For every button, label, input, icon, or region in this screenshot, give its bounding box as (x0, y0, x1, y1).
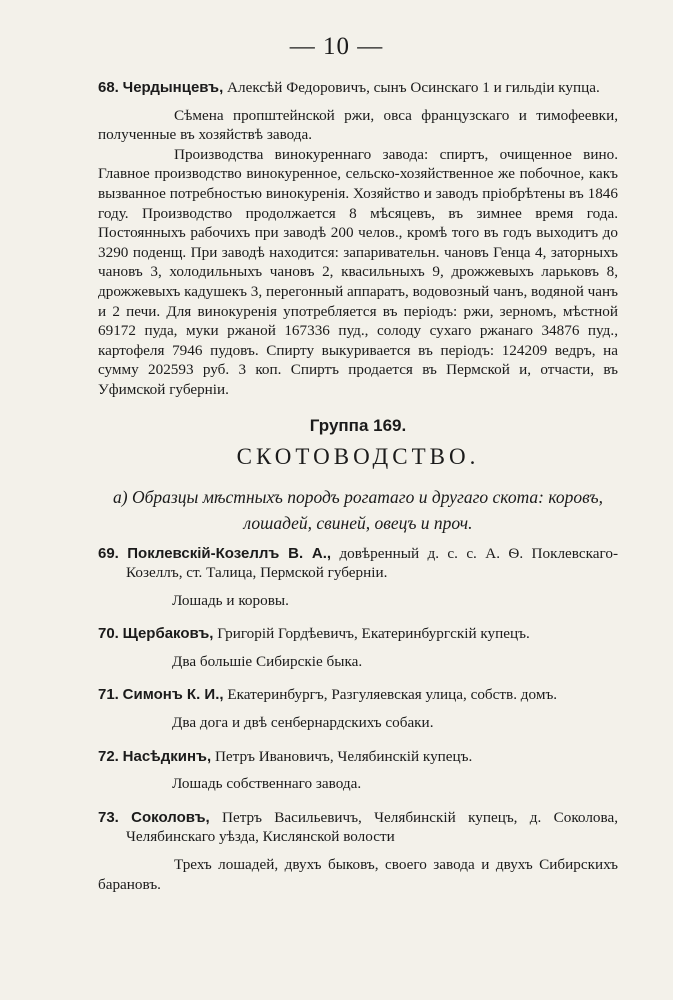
entry-header (98, 544, 618, 583)
entry-number: 72. (98, 747, 119, 765)
exhibitor-details: Петръ Васильевичъ, Челябинскій купецъ, д. Соколова, Челябинскаго уѣзда, Кислянской волости (126, 808, 618, 846)
entry-header (98, 808, 618, 847)
entry-number: 71. (98, 686, 119, 704)
entry-number: 70. (98, 625, 119, 643)
exhibitor-name: Соколовъ, (131, 808, 210, 826)
exhibit-item: Трехъ лошадей, двухъ быковъ, своего завода и двухъ Сибирскихъ барановъ. (98, 856, 618, 893)
exhibitor-details: Петръ Ивановичъ, Челябинскій купецъ. (214, 747, 473, 765)
entry-header (98, 747, 618, 767)
catalog-entry-73 (98, 808, 618, 894)
exhibit-item: Два большіе Сибирскіе быка. (172, 652, 363, 670)
entry-number: 69. (98, 544, 119, 562)
entry-description: Производства винокуреннаго завода: спиртъ, очищенное вино. Главное производство винокуренное, сельско-хозяйственное же побочное, какъ вызванное потребностью винокуренія. Хозяйство и заводъ пріобрѣтены въ 1846 году. Производство продолжается 8 мѣсяцевъ, въ зимнее время года. Постоянныхъ рабочихъ при заводѣ 200 челов., кромѣ того въ годъ выходитъ до 3290 поденщ. При заводѣ находится: запаривательн. чановъ Генца 4, заторныхъ чановъ 3, холодильныхъ чановъ 2, квасильныхъ 9, дрожжевыхъ ларьковъ 8, дрожжевыхъ кадушекъ 3, перегонный аппаратъ, водовозный чанъ, водяной чанъ и 2 печи. Для винокуренія употребляется въ періодъ: ржи, зерномъ, мѣстной 69172 пуда, муки ржаной 167336 пуд., солоду сухаго ржанаго 34876 пуд., картофеля 7946 пудовъ. Спирту выкуривается въ періодъ: 124209 ведръ, на сумму 202593 руб. 3 коп. Спиртъ продается въ Пермской и, отчасти, въ Уфимской губерніи. (98, 145, 618, 398)
subsection-title: а) Образцы мѣстныхъ породъ рогатаго и другаго скота: коровъ, лошадей, свиней, овецъ и проч. (113, 486, 603, 533)
exhibitor-name: Щербаковъ, (122, 625, 214, 643)
catalog-entry-68 (98, 78, 618, 400)
exhibitor-details: Алексѣй Федоровичъ, сынъ Осинскаго 1 и гильдіи купца. (227, 79, 600, 96)
group-title: Группа 169. (309, 415, 407, 435)
entry-header (98, 624, 618, 644)
exhibit-item: Лошадь собственнаго завода. (172, 775, 362, 793)
entry-header (98, 78, 618, 98)
page-number: — 10 — (289, 33, 384, 60)
catalog-entry-70 (98, 624, 618, 671)
entry-number: 68. (98, 79, 119, 96)
catalog-entry-71 (98, 685, 618, 732)
exhibit-item: Сѣмена пропштейнской ржи, овса французскаго и тимофеевки, полученные въ хозяйствѣ завода. (98, 106, 618, 144)
exhibitor-details: Екатеринбургъ, Разгуляевская улица, собств. домъ. (227, 686, 558, 704)
exhibitor-name: Симонъ К. И., (122, 686, 224, 704)
exhibitor-details: Григорій Гордѣевичъ, Екатеринбургскій купецъ. (217, 625, 530, 643)
entry-header (98, 685, 618, 705)
section-title: СКОТОВОДСТВО. (236, 443, 480, 469)
exhibitor-name: Чердынцевъ, (122, 79, 224, 96)
catalog-entry-72 (98, 747, 618, 794)
exhibitor-name: Поклевскій-Козеллъ В. А., (127, 544, 332, 562)
exhibit-item: Лошадь и коровы. (172, 591, 289, 609)
exhibitor-name: Насѣдкинъ, (122, 747, 212, 765)
exhibitor-details: довѣренный д. с. с. А. Ѳ. Поклевскаго-Козеллъ, ст. Талица, Пермской губерніи. (126, 544, 619, 582)
catalog-entry-69 (98, 544, 618, 611)
page-content (98, 78, 618, 894)
entry-number: 73. (98, 808, 119, 826)
exhibit-item: Два дога и двѣ сенбернардскихъ собаки. (172, 714, 434, 732)
